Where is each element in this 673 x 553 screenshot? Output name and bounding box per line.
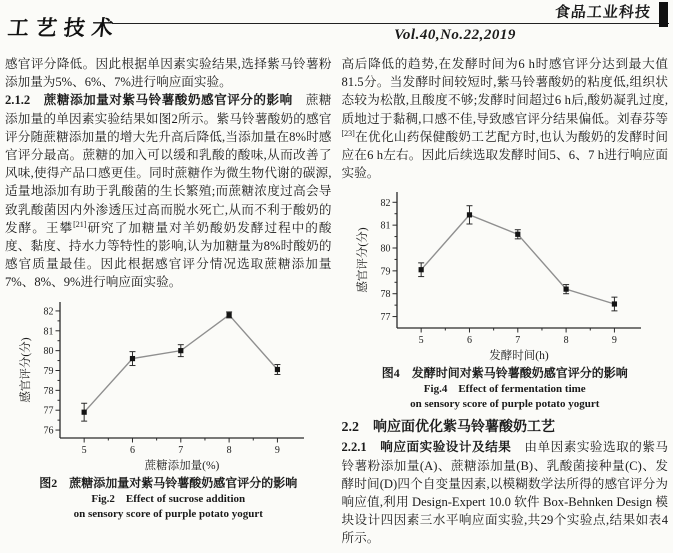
fig2-caption-en-line1: Fig.2 Effect of sucrose addition: [91, 492, 246, 505]
svg-text:感官评分(分): 感官评分(分): [356, 227, 369, 294]
svg-text:82: 82: [43, 306, 54, 318]
journal-name: 食品工业科技: [554, 5, 652, 21]
left-paragraph-continuation: [5, 55, 332, 91]
citation-21: [21]: [73, 219, 87, 229]
fig4-caption-en-line1: Fig.4 Effect of fermentation time: [423, 383, 586, 396]
fig2-caption-zh: 图2 蔗糖添加量对紫马铃薯酸奶感官评分的影响: [39, 475, 298, 490]
svg-text:82: 82: [380, 198, 391, 210]
section-2-1-2-body-b: 研究了加糖量对羊奶酸奶发酵过程中的酸度、黏度、持水力等特性的影响,认为加糖量为8%时酸奶的感官质量最佳。因此根据感官评分情况选取蔗糖添加量7%、8%、9%进行响应面实验。: [5, 220, 332, 290]
page-header: [0, 0, 673, 52]
svg-text:79: 79: [380, 266, 391, 278]
svg-text:9: 9: [275, 444, 281, 456]
section-2-1-2-paragraph: [5, 91, 332, 291]
fig4-caption-zh: 图4 发酵时间对紫马铃薯酸奶感官评分的影响: [381, 366, 628, 381]
section-2-2-1-paragraph: [342, 438, 669, 547]
fig4-caption-en-line2: on sensory score of purple potato yogurt: [410, 398, 600, 411]
columns: [5, 55, 668, 548]
svg-text:8: 8: [563, 335, 569, 347]
column-head: 工艺技术: [6, 16, 122, 40]
svg-text:6: 6: [130, 444, 136, 456]
svg-text:5: 5: [418, 335, 424, 347]
right-paragraph-body-b: 在优化山药保健酸奶工艺配方时,也认为酸奶的发酵时间应在6 h左右。因此后续选取发酵时间5、6、7 h进行响应面实验。: [341, 129, 668, 181]
left-column: [5, 55, 332, 548]
right-paragraph-continuation: [342, 55, 669, 182]
svg-text:81: 81: [380, 221, 391, 233]
section-2-1-2-heading: 2.1.2 蔗糖添加量对紫马铃薯酸奶感官评分的影响: [5, 93, 293, 108]
svg-text:7: 7: [515, 335, 521, 347]
right-paragraph-body-a: 高后降低的趋势,在发酵时间为6 h时感官评分达到最大值81.5分。当发酵时间较短时,紫马铃薯酸奶的粘度低,组织状态较为松散,且酸度不够;发酵时间超过6 h后,酸奶凝乳过度,质地过于黏稠,口感不佳,导致感官评分结果偏低。刘春芬等: [341, 57, 668, 126]
svg-text:76: 76: [43, 425, 54, 437]
section-2-2-1-heading: 2.2.1 响应面实验设计及结果: [341, 440, 512, 455]
fig2-caption-en-line2: on sensory score of purple potato yogurt: [73, 507, 263, 520]
section-2-2-heading: 2.2 响应面优化紫马铃薯酸奶工艺: [341, 420, 555, 436]
fig4-chart: [355, 184, 655, 364]
figure-4: [342, 184, 669, 412]
svg-text:77: 77: [380, 312, 391, 324]
svg-text:80: 80: [380, 243, 391, 255]
figure-2: [5, 294, 332, 522]
svg-text:81: 81: [43, 325, 54, 337]
right-column: [342, 55, 669, 548]
section-2-2-1-body: 由单因素实验选取的紫马铃薯粉添加量(A)、蔗糖添加量(B)、乳酸菌接种量(C)、发酵时间(D)四个自变量因素,以模糊数学法所得的感官评分为响应值,利用 Design-Expert 10.0 软件 Box-Behnken Design 模块设计四因素三水平响应面实验,共29个实验点,结果如表4所示。: [341, 440, 669, 546]
svg-text:79: 79: [43, 365, 54, 377]
svg-text:蔗糖添加量(%): 蔗糖添加量(%): [144, 459, 220, 472]
left-paragraph-continuation-text: 感官评分降低。因此根据单因素实验结果,选择紫马铃薯粉添加量为5%、6%、7%进行响应面实验。: [5, 57, 332, 90]
svg-text:77: 77: [43, 405, 54, 417]
svg-text:7: 7: [178, 444, 184, 456]
svg-text:78: 78: [43, 385, 54, 397]
issue-line: Vol.40,No.22,2019: [394, 27, 516, 43]
svg-text:8: 8: [226, 444, 232, 456]
svg-text:感官评分(分): 感官评分(分): [20, 337, 33, 403]
section-2-1-2-body-a: 蔗糖添加量的单因素实验结果如图2所示。紫马铃薯酸奶的感官评分随蔗糖添加量的增大先升高后降低,当添加量在8%时感官评分最高。蔗糖的加入可以缓和乳酸的酸味,从而改善了风味,使得产品口感更佳。同时蔗糖作为微生物代谢的碳源,适量地添加有助于乳酸菌的生长繁殖;而蔗糖浓度过高会导致乳酸菌因内外渗透压过高而脱水死亡,从而不利于酸奶的发酵。王攀: [5, 93, 332, 235]
journal-logo: [551, 1, 655, 24]
svg-text:78: 78: [380, 289, 391, 301]
svg-text:5: 5: [81, 444, 87, 456]
svg-text:6: 6: [466, 335, 472, 347]
fig2-chart: [18, 294, 318, 474]
logo-bar: [659, 2, 668, 27]
svg-text:80: 80: [43, 345, 54, 357]
svg-text:发酵时间(h): 发酵时间(h): [489, 350, 549, 363]
citation-23: [23]: [341, 128, 355, 138]
svg-text:9: 9: [611, 335, 617, 347]
